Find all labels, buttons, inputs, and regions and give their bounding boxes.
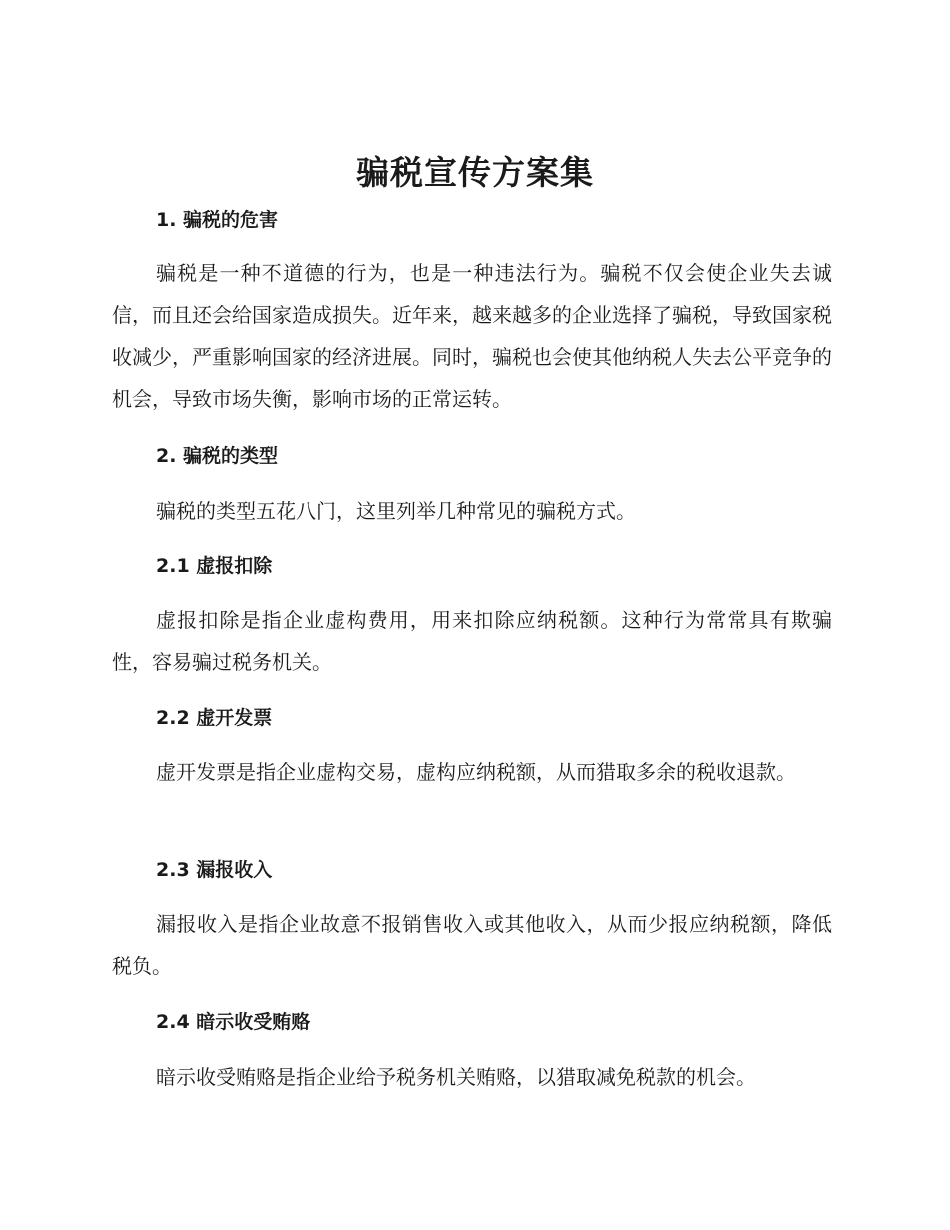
section-heading-types: 2. 骗税的类型	[156, 445, 279, 467]
section-heading-false-deduction: 2.1 虚报扣除	[156, 555, 273, 577]
section-body-harm: 骗税是一种不道德的行为，也是一种违法行为。骗税不仅会使企业失去诚信，而且还会给国家造成损失。近年来，越来越多的企业选择了骗税，导致国家税收减少，严重影响国家的经济进展。同时，骗税也会使其他纳税人失去公平竞争的机会，导致市场失衡，影响市场的正常运转。	[112, 261, 832, 411]
section-body-false-deduction: 虚报扣除是指企业虚构费用，用来扣除应纳税额。这种行为常常具有欺骗性，容易骗过税务机关。	[112, 608, 832, 674]
section-body-false-invoice: 虚开发票是指企业虚构交易，虚构应纳税额，从而猎取多余的税收退款。	[156, 760, 796, 784]
section-body-types: 骗税的类型五花八门，这里列举几种常见的骗税方式。	[156, 499, 636, 523]
section-heading-unreported-income: 2.3 漏报收入	[156, 859, 273, 881]
section-heading-false-invoice: 2.2 虚开发票	[156, 707, 273, 729]
section-body-unreported-income: 漏报收入是指企业故意不报销售收入或其他收入，从而少报应纳税额，降低税负。	[112, 912, 832, 978]
section-body-bribery: 暗示收受贿赂是指企业给予税务机关贿赂，以猎取减免税款的机会。	[156, 1065, 756, 1089]
document-title: 骗税宣传方案集	[356, 153, 594, 192]
section-heading-harm: 1. 骗税的危害	[156, 209, 279, 231]
section-heading-bribery: 2.4 暗示收受贿赂	[156, 1011, 311, 1033]
